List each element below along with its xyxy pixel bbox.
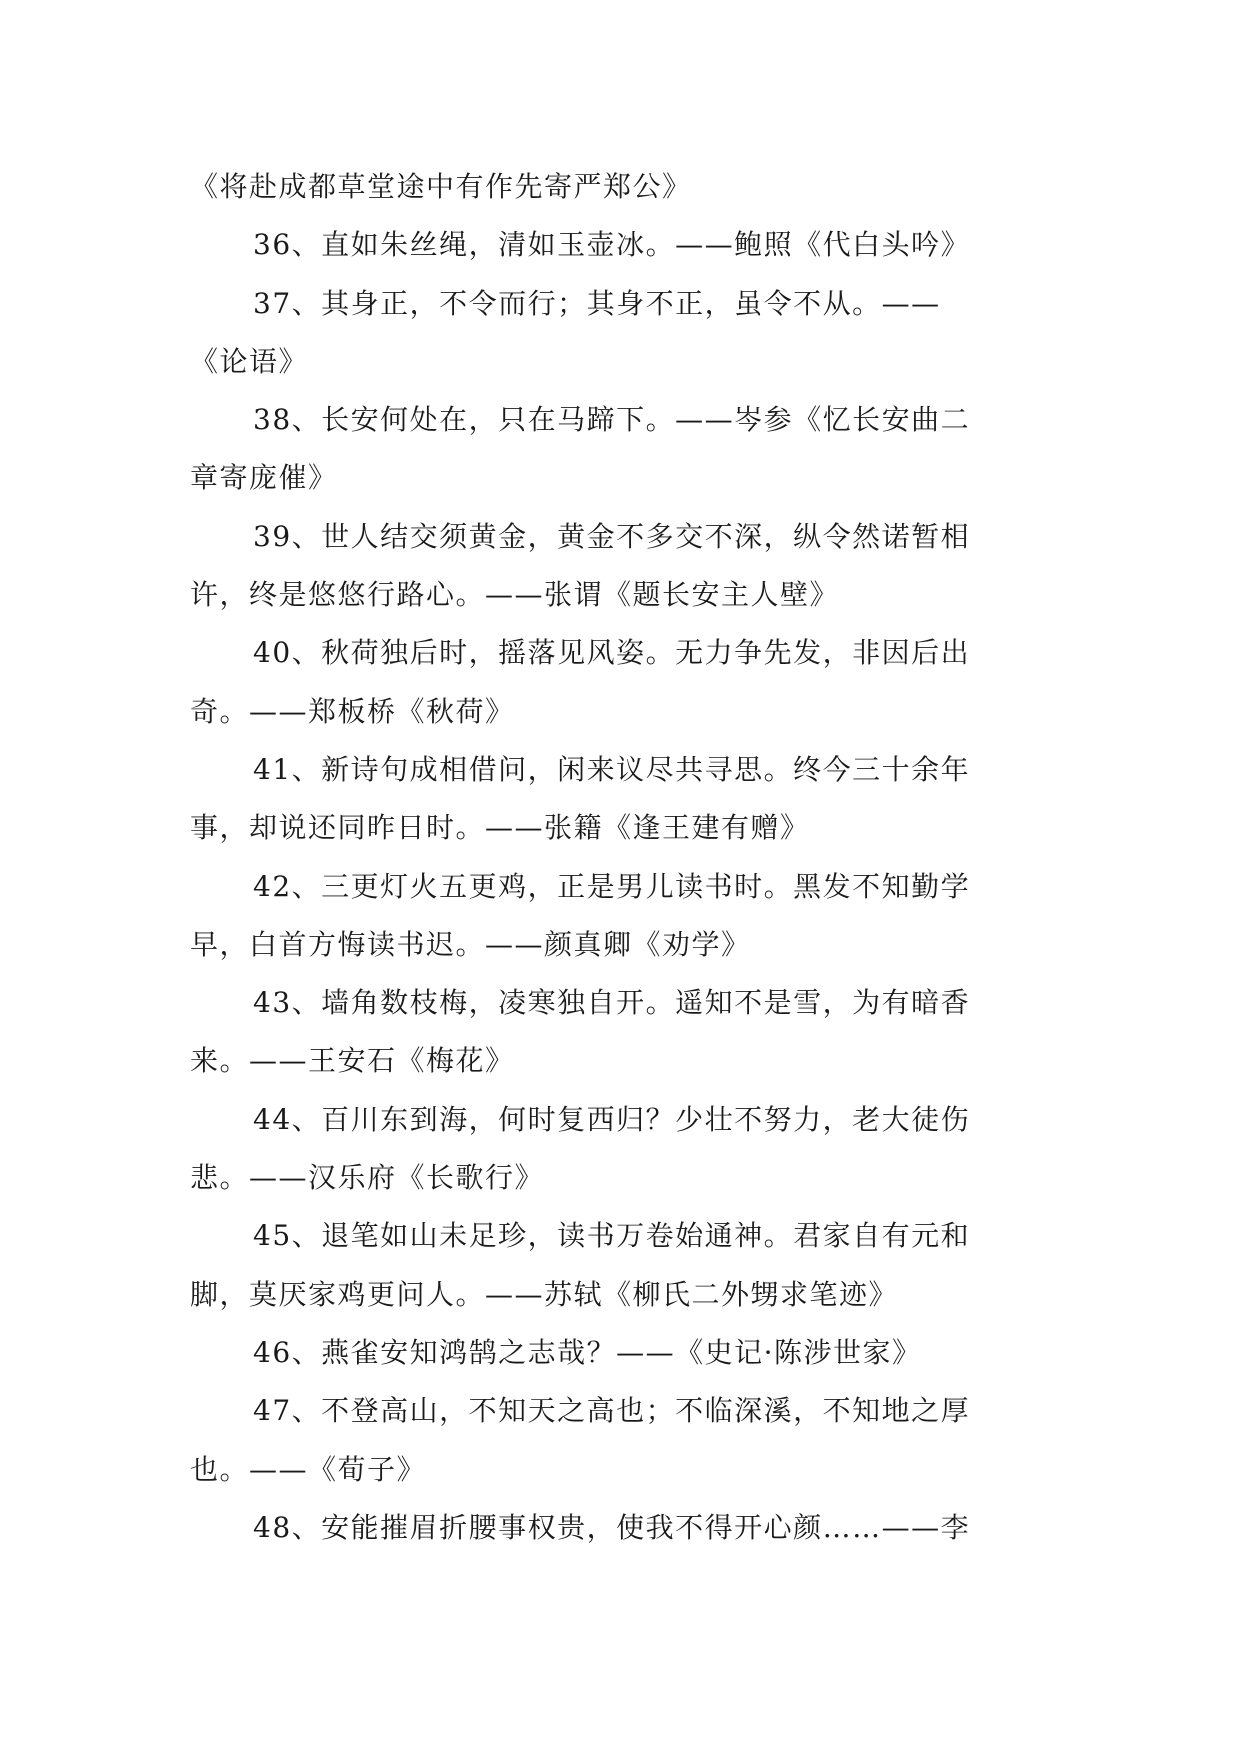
text-line: 早，白首方悔读书迟。——颜真卿《劝学》 [190,927,751,961]
text-line: 46、燕雀安知鸿鹄之志哉？——《史记·陈涉世家》 [253,1335,922,1369]
text-line: 40、秋荷独后时，摇落见风姿。无力争先发，非因后出 [253,636,971,670]
text-line: 44、百川东到海，何时复西归？少壮不努力，老大徒伤 [253,1102,971,1136]
text-line: 36、直如朱丝绳，清如玉壶冰。——鲍照《代白头吟》 [253,228,971,262]
text-line: 许，终是悠悠行路心。——张谓《题长安主人壁》 [190,578,840,612]
text-line: 39、世人结交须黄金，黄金不多交不深，纵令然诺暂相 [253,519,971,553]
text-line: 《论语》 [190,344,309,378]
text-line: 悲。——汉乐府《长歌行》 [190,1161,545,1195]
text-line: 奇。——郑板桥《秋荷》 [190,694,515,728]
text-line: 42、三更灯火五更鸡，正是男儿读书时。黑发不知勤学 [253,869,971,903]
text-line: 45、退笔如山未足珍，读书万卷始通神。君家自有元和 [253,1219,971,1253]
text-line: 38、长安何处在，只在马蹄下。——岑参《忆长安曲二 [253,403,971,437]
text-line: 事，却说还同昨日时。——张籍《逢王建有赠》 [190,811,810,845]
text-line: 43、墙角数枝梅，凌寒独自开。遥知不是雪，为有暗香 [253,986,971,1020]
text-line: 也。——《荀子》 [190,1452,427,1486]
text-line: 47、不登高山，不知天之高也；不临深溪，不知地之厚 [253,1394,971,1428]
text-line: 41、新诗句成相借问，闲来议尽共寻思。终今三十余年 [253,752,971,786]
text-line: 脚，莫厌家鸡更问人。——苏轼《柳氏二外甥求笔迹》 [190,1277,899,1311]
text-line: 37、其身正，不令而行；其身不正，虽令不从。—— [253,286,941,320]
text-line: 来。——王安石《梅花》 [190,1044,515,1078]
text-line: 48、安能摧眉折腰事权贵，使我不得开心颜……——李 [253,1510,971,1544]
text-line: 章寄庞催》 [190,461,338,495]
text-line: 《将赴成都草堂途中有作先寄严郑公》 [190,170,692,203]
document-body [190,158,1050,1557]
